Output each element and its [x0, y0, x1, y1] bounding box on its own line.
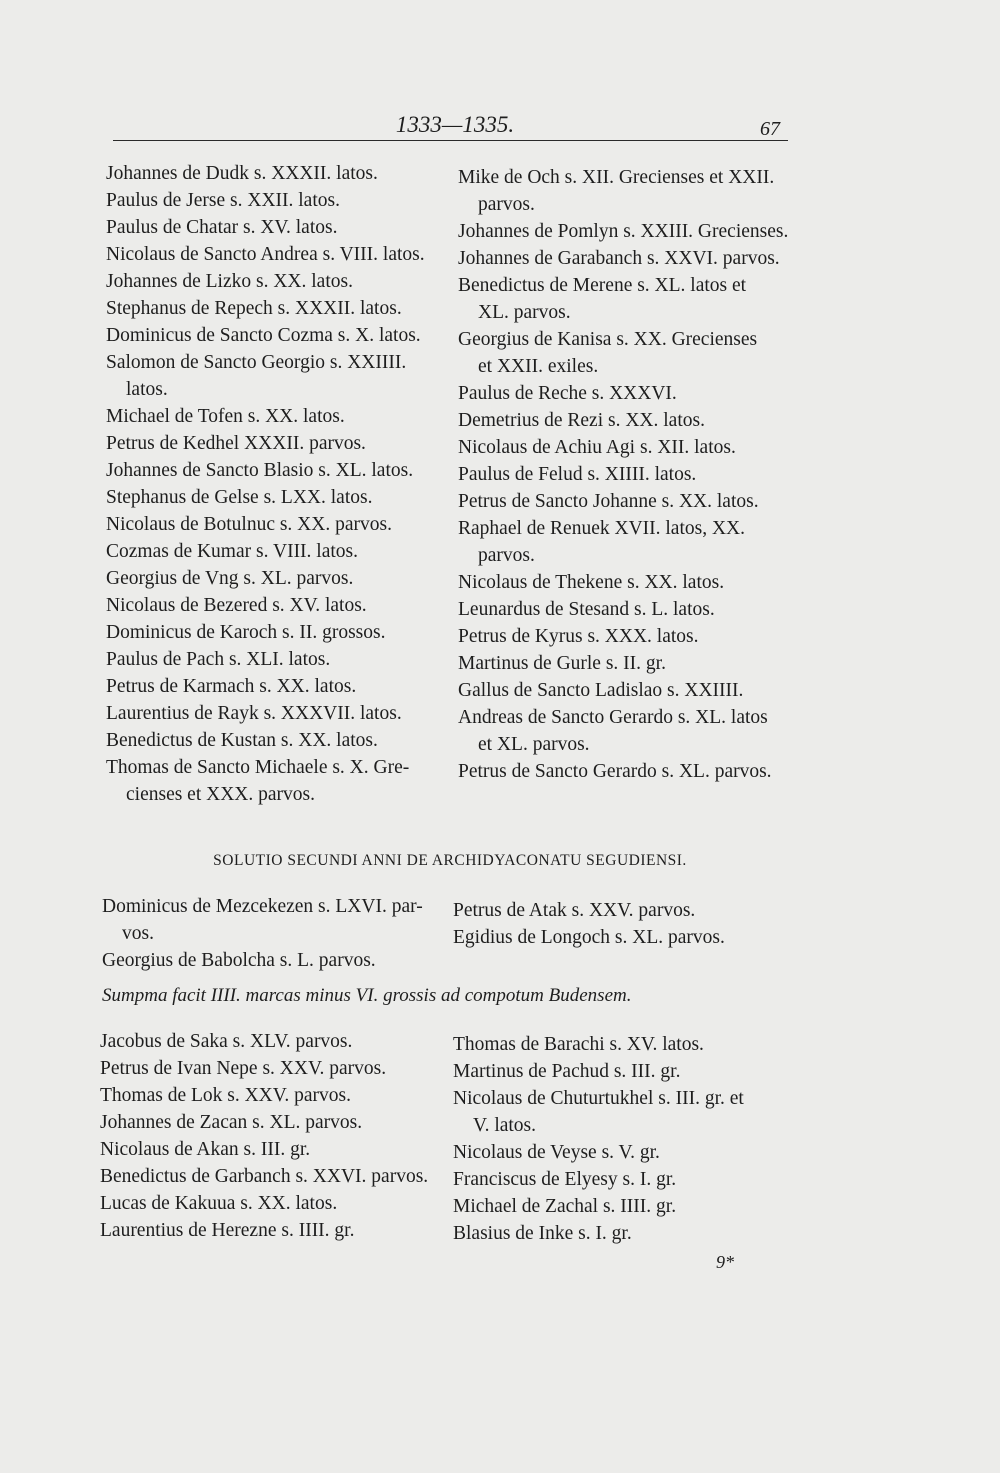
entry-line: Jacobus de Saka s. XLV. parvos. [100, 1031, 353, 1052]
entry-line: Paulus de Jerse s. XXII. latos. [106, 190, 340, 211]
entry-line: Thomas de Barachi s. XV. latos. [453, 1034, 704, 1055]
entry-line: Johannes de Sancto Blasio s. XL. latos. [106, 460, 414, 481]
entry-line: Georgius de Kanisa s. XX. Grecienses [458, 329, 758, 350]
entry-line: Lucas de Kakuua s. XX. latos. [100, 1193, 338, 1214]
entry-line: Nicolaus de Thekene s. XX. latos. [458, 572, 725, 593]
summa-line: Sumpma facit IIII. marcas minus VI. grossis ad compotum Budensem. [102, 985, 632, 1006]
entry-line: Thomas de Sancto Michaele s. X. Gre- [106, 757, 410, 778]
entry-line: Paulus de Felud s. XIIII. latos. [458, 464, 697, 485]
entry-line: Nicolaus de Achiu Agi s. XII. latos. [458, 437, 736, 458]
entry-line: Dominicus de Sancto Cozma s. X. latos. [106, 325, 421, 346]
entry-line: Georgius de Vng s. XL. parvos. [106, 568, 354, 589]
entry-line: Salomon de Sancto Georgio s. XXIIII. [106, 352, 407, 373]
signature-mark: 9* [716, 1252, 734, 1272]
entry-line: XL. parvos. [478, 302, 571, 323]
entry-line: Raphael de Renuek XVII. latos, XX. [458, 518, 746, 539]
entry-line: Georgius de Babolcha s. L. parvos. [102, 950, 376, 971]
section3-right-column [453, 1031, 798, 1247]
entry-line: Petrus de Kyrus s. XXX. latos. [458, 626, 699, 647]
entry-line: Benedictus de Kustan s. XX. latos. [106, 730, 378, 751]
entry-line: Laurentius de Rayk s. XXXVII. latos. [106, 703, 402, 724]
section3-left-column [100, 1028, 445, 1244]
entry-line: Leunardus de Stesand s. L. latos. [458, 599, 715, 620]
entry-line: Michael de Tofen s. XX. latos. [106, 406, 345, 427]
entry-line: Petrus de Kedhel XXXII. parvos. [106, 433, 366, 454]
entry-line: Paulus de Chatar s. XV. latos. [106, 217, 338, 238]
entry-line: Egidius de Longoch s. XL. parvos. [453, 927, 725, 948]
entry-line: Stephanus de Repech s. XXXII. latos. [106, 298, 402, 319]
entry-line: Nicolaus de Akan s. III. gr. [100, 1139, 311, 1160]
entry-line: Stephanus de Gelse s. LXX. latos. [106, 487, 373, 508]
entry-line: Nicolaus de Sancto Andrea s. VIII. latos. [106, 244, 425, 265]
entry-line: Petrus de Sancto Johanne s. XX. latos. [458, 491, 759, 512]
entry-line: Andreas de Sancto Gerardo s. XL. latos [458, 707, 768, 728]
entry-line: Benedictus de Merene s. XL. latos et [458, 275, 747, 296]
entry-line: Franciscus de Elyesy s. I. gr. [453, 1169, 677, 1190]
header-rule [113, 140, 788, 141]
entry-line: Demetrius de Rezi s. XX. latos. [458, 410, 705, 431]
entry-line: Martinus de Gurle s. II. gr. [458, 653, 666, 674]
entry-line: V. latos. [473, 1115, 537, 1136]
entry-line: Petrus de Ivan Nepe s. XXV. parvos. [100, 1058, 387, 1079]
entry-line: Cozmas de Kumar s. VIII. latos. [106, 541, 359, 562]
entry-line: Nicolaus de Bezered s. XV. latos. [106, 595, 367, 616]
entry-line: Benedictus de Garbanch s. XXVI. parvos. [100, 1166, 429, 1187]
entry-line: Laurentius de Herezne s. IIII. gr. [100, 1220, 355, 1241]
entry-line: Johannes de Garabanch s. XXVI. parvos. [458, 248, 780, 269]
entry-line: Petrus de Sancto Gerardo s. XL. parvos. [458, 761, 772, 782]
entry-line: vos. [122, 923, 154, 944]
entry-line: Johannes de Pomlyn s. XXIII. Grecienses. [458, 221, 789, 242]
entry-line: et XL. parvos. [478, 734, 590, 755]
entry-line: Petrus de Atak s. XXV. parvos. [453, 900, 696, 921]
entry-line: cienses et XXX. parvos. [126, 784, 315, 805]
entry-line: Martinus de Pachud s. III. gr. [453, 1061, 681, 1082]
section2-right-column [453, 897, 793, 951]
entry-line: Michael de Zachal s. IIII. gr. [453, 1196, 677, 1217]
entry-line: Petrus de Karmach s. XX. latos. [106, 676, 357, 697]
entry-line: Nicolaus de Botulnuc s. XX. parvos. [106, 514, 392, 535]
entry-line: parvos. [478, 194, 535, 215]
entry-line: parvos. [478, 545, 535, 566]
entry-line: Dominicus de Mezcekezen s. LXVI. par- [102, 896, 423, 917]
section1-right-column [458, 164, 793, 785]
entry-line: Gallus de Sancto Ladislao s. XXIIII. [458, 680, 744, 701]
page-number: 67 [760, 118, 780, 140]
section-heading: SOLUTIO SECUNDI ANNI DE ARCHIDYACONATU SEGUDIENSI. [213, 852, 687, 869]
running-head: 1333—1335. [395, 112, 515, 137]
entry-line: Johannes de Zacan s. XL. parvos. [100, 1112, 363, 1133]
entry-line: Dominicus de Karoch s. II. grossos. [106, 622, 386, 643]
entry-line: Mike de Och s. XII. Grecienses et XXII. [458, 167, 775, 188]
entry-line: Nicolaus de Chuturtukhel s. III. gr. et [453, 1088, 744, 1109]
section1-left-column [106, 160, 451, 808]
entry-line: et XXII. exiles. [478, 356, 599, 377]
entry-line: Paulus de Pach s. XLI. latos. [106, 649, 331, 670]
entry-line: Johannes de Lizko s. XX. latos. [106, 271, 353, 292]
entry-line: Johannes de Dudk s. XXXII. latos. [106, 163, 378, 184]
entry-line: Nicolaus de Veyse s. V. gr. [453, 1142, 660, 1163]
entry-line: latos. [126, 379, 168, 400]
entry-line: Blasius de Inke s. I. gr. [453, 1223, 632, 1244]
section2-left-column [102, 893, 442, 974]
entry-line: Thomas de Lok s. XXV. parvos. [100, 1085, 351, 1106]
entry-line: Paulus de Reche s. XXXVI. [458, 383, 677, 404]
